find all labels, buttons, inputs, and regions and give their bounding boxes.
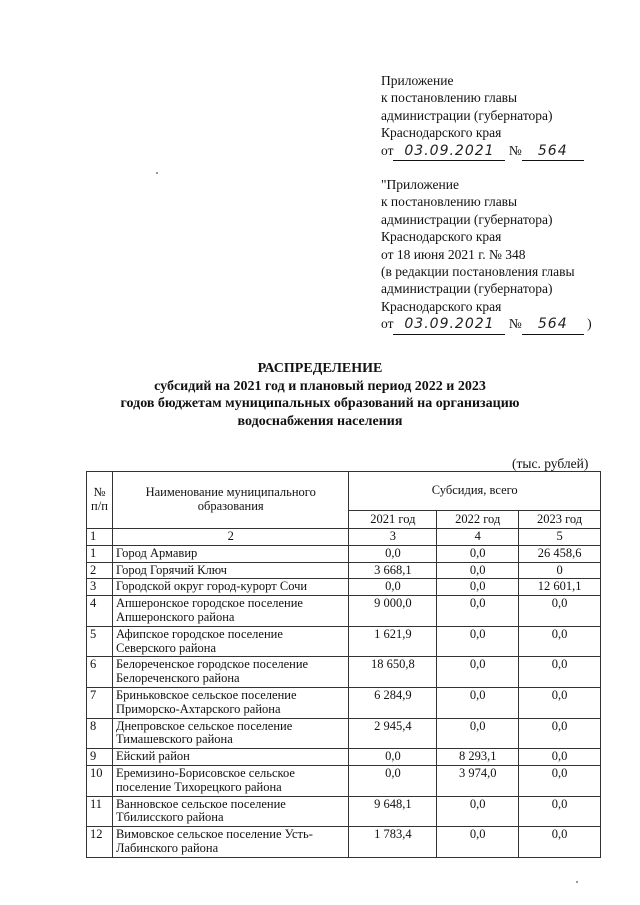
- subsidy-2021: 0,0: [349, 579, 437, 596]
- subsidy-2021: 0,0: [349, 545, 437, 562]
- municipality-name: Афипское городское поселение Северского района: [112, 626, 349, 657]
- annex-line: Краснодарского края: [381, 229, 502, 245]
- table-row: [87, 687, 601, 718]
- annex-header-2: [381, 176, 592, 335]
- subsidy-2021: 6 284,9: [349, 687, 437, 718]
- handwritten-date: 03.09.2021: [404, 142, 495, 159]
- title-line: РАСПРЕДЕЛЕНИЕ: [257, 361, 383, 376]
- subsidy-2022: 0,0: [437, 657, 519, 688]
- from-label: от: [381, 316, 394, 332]
- table-row: [87, 796, 601, 827]
- table-row: [87, 657, 601, 688]
- subsidy-2021: 0,0: [349, 749, 437, 766]
- subsidy-2023: 0,0: [519, 657, 601, 688]
- header-no: № п/п: [87, 472, 113, 529]
- subsidy-2021: 0,0: [349, 765, 437, 796]
- table-row: [87, 596, 601, 627]
- header-2023: 2023 год: [519, 511, 601, 529]
- subsidy-2022: 0,0: [437, 562, 519, 579]
- title-line: субсидий на 2021 год и плановый период 2022 и 2023: [154, 378, 486, 394]
- closing-paren: ): [587, 316, 592, 332]
- row-number: 6: [87, 657, 113, 688]
- subsidy-2021: 18 650,8: [349, 657, 437, 688]
- subsidy-2023: 0,0: [519, 718, 601, 749]
- table-row: [87, 749, 601, 766]
- subsidy-2023: 0,0: [519, 596, 601, 627]
- municipality-name: Город Армавир: [112, 545, 349, 562]
- subsidy-2022: 3 974,0: [437, 765, 519, 796]
- subsidy-2022: 0,0: [437, 596, 519, 627]
- row-number: 1: [87, 545, 113, 562]
- index-cell: 5: [519, 529, 601, 546]
- municipality-name: Бриньковское сельское поселение Приморско-Ахтарского района: [112, 687, 349, 718]
- table-row: [87, 718, 601, 749]
- municipality-name: Город Горячий Ключ: [112, 562, 349, 579]
- header-subsidy: Субсидия, всего: [349, 472, 601, 511]
- subsidy-2021: 2 945,4: [349, 718, 437, 749]
- subsidy-2022: 0,0: [437, 827, 519, 858]
- municipality-name: Городской округ город-курорт Сочи: [112, 579, 349, 596]
- number-label: №: [508, 142, 522, 158]
- subsidy-2021: 1 621,9: [349, 626, 437, 657]
- annex-line: администрации (губернатора): [381, 211, 553, 227]
- header-2022: 2022 год: [437, 511, 519, 529]
- subsidy-2023: 0,0: [519, 827, 601, 858]
- table-row: [87, 562, 601, 579]
- row-number: 9: [87, 749, 113, 766]
- handwritten-date: 03.09.2021: [404, 316, 495, 333]
- subsidy-2022: 0,0: [437, 626, 519, 657]
- subsidy-2022: 0,0: [437, 545, 519, 562]
- subsidy-2023: 0,0: [519, 796, 601, 827]
- row-number: 4: [87, 596, 113, 627]
- title-line: годов бюджетам муниципальных образований на организацию: [120, 396, 520, 411]
- subsidy-table: [86, 471, 601, 858]
- index-cell: 1: [87, 529, 113, 546]
- row-number: 7: [87, 687, 113, 718]
- municipality-name: Ейский район: [112, 749, 349, 766]
- subsidy-2021: 3 668,1: [349, 562, 437, 579]
- annex-line: от 18 июня 2021 г. № 348: [381, 246, 526, 262]
- municipality-name: Белореченское городское поселение Белореченского района: [112, 657, 349, 688]
- subsidy-2023: 0,0: [519, 749, 601, 766]
- index-cell: 4: [437, 529, 519, 546]
- table-body: [87, 545, 601, 857]
- municipality-name: Апшеронское городское поселение Апшеронского района: [112, 596, 349, 627]
- annex-date-line: [381, 142, 584, 161]
- row-number: 11: [87, 796, 113, 827]
- index-cell: 3: [349, 529, 437, 546]
- header-name: Наименование муниципального образования: [112, 472, 349, 529]
- scan-speck: [576, 881, 578, 883]
- number-label: №: [508, 316, 522, 332]
- subsidy-2021: 9 648,1: [349, 796, 437, 827]
- row-number: 5: [87, 626, 113, 657]
- municipality-name: Еремизино-Борисовское сельское поселение Тихорецкого района: [112, 765, 349, 796]
- row-number: 3: [87, 579, 113, 596]
- row-number: 2: [87, 562, 113, 579]
- subsidy-2022: 0,0: [437, 796, 519, 827]
- annex-header-1: [381, 72, 584, 161]
- row-number: 8: [87, 718, 113, 749]
- annex-line: к постановлению главы: [381, 90, 518, 106]
- handwritten-number: 564: [537, 142, 568, 159]
- municipality-name: Ванновское сельское поселение Тбилисского района: [112, 796, 349, 827]
- annex-line: администрации (губернатора): [381, 107, 553, 123]
- annex-line: "Приложение: [381, 177, 459, 192]
- subsidy-2023: 0,0: [519, 626, 601, 657]
- table-header-row: [87, 472, 601, 511]
- annex-line: администрации (губернатора): [381, 281, 553, 297]
- row-number: 10: [87, 765, 113, 796]
- annex-line: к постановлению главы: [381, 194, 518, 210]
- table-row: [87, 827, 601, 858]
- subsidy-2022: 8 293,1: [437, 749, 519, 766]
- subsidy-2022: 0,0: [437, 718, 519, 749]
- header-2021: 2021 год: [349, 511, 437, 529]
- annex-line: Приложение: [381, 73, 454, 88]
- subsidy-2023: 26 458,6: [519, 545, 601, 562]
- units-label: (тыс. рублей): [512, 456, 589, 471]
- index-cell: 2: [112, 529, 349, 546]
- subsidy-2023: 12 601,1: [519, 579, 601, 596]
- annex-line: Краснодарского края: [381, 125, 502, 141]
- subsidy-2023: 0,0: [519, 687, 601, 718]
- table-row: [87, 626, 601, 657]
- table-row: [87, 765, 601, 796]
- annex-date-line: [381, 315, 592, 334]
- from-label: от: [381, 142, 394, 158]
- subsidy-2023: 0,0: [519, 765, 601, 796]
- municipality-name: Днепровское сельское поселение Тимашевского района: [112, 718, 349, 749]
- document-title: [0, 360, 640, 430]
- annex-line: (в редакции постановления главы: [381, 264, 575, 280]
- title-line: водоснабжения населения: [237, 413, 403, 429]
- subsidy-2022: 0,0: [437, 687, 519, 718]
- subsidy-2023: 0: [519, 562, 601, 579]
- subsidy-2021: 9 000,0: [349, 596, 437, 627]
- municipality-name: Вимовское сельское поселение Усть-Лабинского района: [112, 827, 349, 858]
- scan-speck: [156, 172, 158, 174]
- handwritten-number: 564: [537, 316, 568, 333]
- table-index-row: [87, 529, 601, 546]
- subsidy-2021: 1 783,4: [349, 827, 437, 858]
- row-number: 12: [87, 827, 113, 858]
- table-row: [87, 579, 601, 596]
- subsidy-2022: 0,0: [437, 579, 519, 596]
- annex-line: Краснодарского края: [381, 298, 502, 314]
- table-row: [87, 545, 601, 562]
